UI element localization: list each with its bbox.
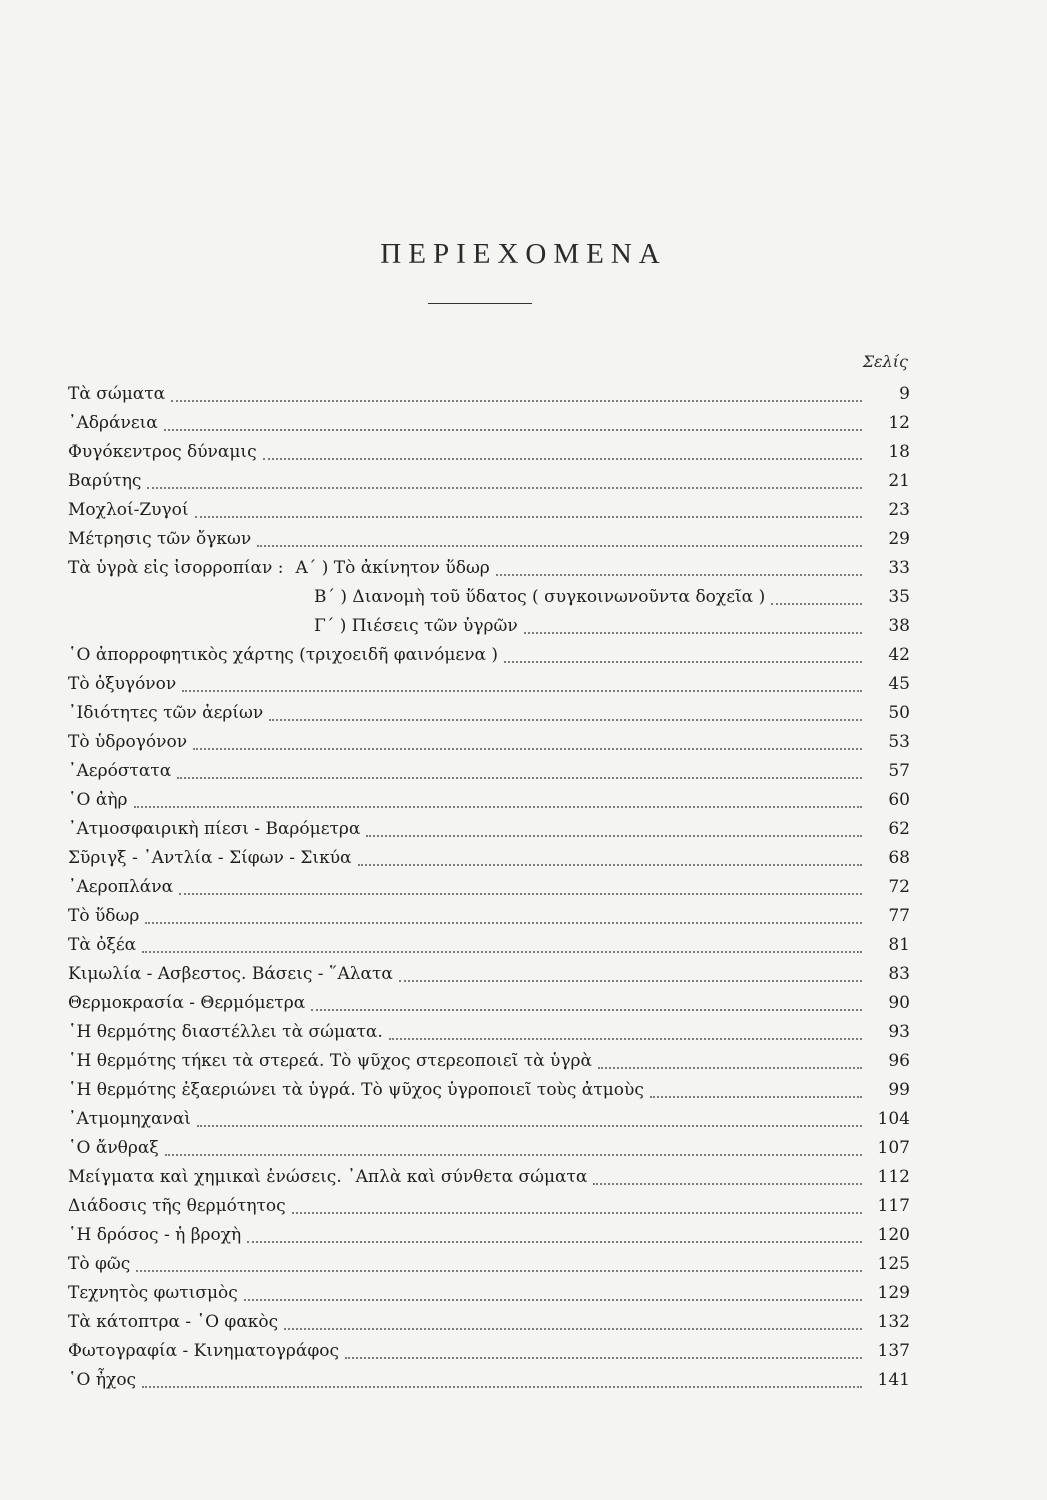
toc-entry-title: Θερμοκρασία - Θερμόμετρα bbox=[68, 993, 306, 1013]
dot-leader bbox=[147, 487, 862, 489]
toc-entry bbox=[68, 409, 910, 438]
dot-leader bbox=[292, 1212, 862, 1214]
dot-leader bbox=[247, 1241, 862, 1243]
toc-entry-prefix: Τὰ ὑγρὰ εἰς ἰσορροπίαν : bbox=[68, 558, 284, 578]
toc-entry bbox=[68, 525, 910, 554]
toc-page-number: 35 bbox=[888, 587, 910, 607]
toc-entry bbox=[68, 554, 910, 583]
toc-entry-text bbox=[68, 380, 870, 409]
toc-entry-text bbox=[68, 757, 870, 786]
toc-entry bbox=[68, 438, 910, 467]
dot-leader bbox=[366, 835, 862, 837]
toc-entry-text bbox=[68, 583, 870, 612]
toc-entry bbox=[68, 641, 910, 670]
toc-entry-title: Μέτρησις τῶν ὄγκων bbox=[68, 529, 252, 549]
toc-entry-title: ᾿Ιδιότητες τῶν ἀερίων bbox=[68, 703, 264, 723]
dot-leader bbox=[269, 719, 862, 721]
toc-entry bbox=[68, 1047, 910, 1076]
toc-page-number: 81 bbox=[888, 935, 910, 955]
toc-entry-title: Μοχλοί-Ζυγοί bbox=[68, 500, 189, 520]
toc-entry-text bbox=[68, 1163, 870, 1192]
toc-entry-text bbox=[68, 902, 870, 931]
toc-entry-title: Βαρύτης bbox=[68, 471, 142, 491]
toc-entry-text bbox=[68, 1134, 870, 1163]
toc-entry-title: Τὸ ὑδρογόνον bbox=[68, 732, 188, 752]
toc-entry-title: ᾿Ατμομηχαναὶ bbox=[68, 1109, 191, 1129]
dot-leader bbox=[263, 458, 862, 460]
toc-entry-text bbox=[68, 496, 870, 525]
toc-entry bbox=[68, 1192, 910, 1221]
toc-entry-text bbox=[68, 1366, 870, 1395]
dot-leader bbox=[358, 864, 862, 866]
toc-page-number: 125 bbox=[877, 1254, 910, 1274]
toc-page-number: 57 bbox=[888, 761, 910, 781]
toc-page-number: 141 bbox=[877, 1370, 910, 1390]
toc-entry bbox=[68, 1221, 910, 1250]
toc-entry-text bbox=[68, 815, 870, 844]
dot-leader bbox=[399, 980, 862, 982]
toc-entry bbox=[68, 786, 910, 815]
toc-entry-title: Α΄ ) Τὸ ἀκίνητον ὕδωρ bbox=[295, 558, 490, 578]
toc-page-number: 62 bbox=[888, 819, 910, 839]
toc-page-number: 33 bbox=[888, 558, 910, 578]
toc-entry bbox=[68, 989, 910, 1018]
toc-entry-title: Σῦριγξ - ᾿Αντλία - Σίφων - Σικύα bbox=[68, 848, 352, 868]
toc-entry-text bbox=[68, 670, 870, 699]
toc-entry bbox=[68, 1366, 910, 1395]
toc-entry-title: Τὸ φῶς bbox=[68, 1254, 131, 1274]
toc-entry-title: ῾Ο ἦχος bbox=[68, 1370, 137, 1390]
toc-page-number: 137 bbox=[877, 1341, 910, 1361]
toc-entry bbox=[68, 1250, 910, 1279]
toc-entry bbox=[68, 873, 910, 902]
toc-entry-title: ῾Η θερμότης ἐξαεριώνει τὰ ὑγρά. Τὸ ψῦχος ὑγροποιεῖ τοὺς ἀτμοὺς bbox=[68, 1080, 644, 1100]
toc-entry-text bbox=[68, 699, 870, 728]
toc-entry bbox=[68, 844, 910, 873]
toc-entry-text bbox=[68, 467, 870, 496]
toc-page-number: 117 bbox=[877, 1196, 910, 1216]
toc-entry bbox=[68, 1018, 910, 1047]
toc-page-number: 96 bbox=[888, 1051, 910, 1071]
dot-leader bbox=[195, 516, 862, 518]
dot-leader bbox=[311, 1009, 862, 1011]
toc-entry bbox=[68, 1279, 910, 1308]
toc-page-number: 90 bbox=[888, 993, 910, 1013]
toc-entry-text bbox=[68, 931, 870, 960]
dot-leader bbox=[193, 748, 862, 750]
toc-entry bbox=[68, 728, 910, 757]
toc-entry-text bbox=[68, 844, 870, 873]
toc-page-number: 53 bbox=[888, 732, 910, 752]
toc-entry-title: Τὸ ὕδωρ bbox=[68, 906, 140, 926]
toc-entry-title: Κιμωλία - Ασβεστος. Βάσεις - ῞Αλατα bbox=[68, 964, 393, 984]
toc-entry bbox=[68, 612, 910, 641]
toc-page-number: 132 bbox=[877, 1312, 910, 1332]
dot-leader bbox=[136, 1270, 862, 1272]
toc-page-number: 72 bbox=[888, 877, 910, 897]
dot-leader bbox=[177, 777, 862, 779]
toc-entry bbox=[68, 1163, 910, 1192]
toc-entry-text bbox=[68, 1250, 870, 1279]
toc-entry-title: ῾Ο ἀὴρ bbox=[68, 790, 128, 810]
toc-page-number: 38 bbox=[888, 616, 910, 636]
dot-leader bbox=[593, 1183, 862, 1185]
dot-leader bbox=[244, 1299, 862, 1301]
toc-entry bbox=[68, 496, 910, 525]
toc-page-number: 107 bbox=[877, 1138, 910, 1158]
toc-entry-title: ᾿Αδράνεια bbox=[68, 413, 158, 433]
toc-entry-text bbox=[68, 409, 870, 438]
toc-entry bbox=[68, 1076, 910, 1105]
toc-page-number: 21 bbox=[888, 471, 910, 491]
dot-leader bbox=[598, 1067, 862, 1069]
dot-leader bbox=[650, 1096, 862, 1098]
toc-entry-title: Φυγόκεντρος δύναμις bbox=[68, 442, 257, 462]
toc-page-number: 120 bbox=[877, 1225, 910, 1245]
toc-entry-text bbox=[68, 1279, 870, 1308]
toc-entry-text bbox=[68, 1047, 870, 1076]
toc-entry-title: ῾Η θερμότης τήκει τὰ στερεά. Τὸ ψῦχος στερεοποιεῖ τὰ ὑγρὰ bbox=[68, 1051, 593, 1071]
toc-entry-title: Β΄ ) Διανομὴ τοῦ ὕδατος ( συγκοινωνοῦντα δοχεῖα ) bbox=[314, 587, 766, 607]
dot-leader bbox=[524, 632, 862, 634]
toc-entry-title: Φωτογραφία - Κινηματογράφος bbox=[68, 1341, 340, 1361]
toc-page-number: 45 bbox=[888, 674, 910, 694]
dot-leader bbox=[171, 400, 862, 402]
dot-leader bbox=[164, 429, 862, 431]
toc-entry bbox=[68, 1105, 910, 1134]
toc-page-number: 83 bbox=[888, 964, 910, 984]
dot-leader bbox=[179, 893, 862, 895]
toc-entry bbox=[68, 699, 910, 728]
toc-entry bbox=[68, 902, 910, 931]
dot-leader bbox=[771, 603, 862, 605]
toc-entry-text bbox=[68, 873, 870, 902]
toc-entry bbox=[68, 1134, 910, 1163]
toc-page-number: 23 bbox=[888, 500, 910, 520]
toc-entry-text bbox=[68, 786, 870, 815]
toc-list bbox=[68, 380, 910, 1395]
toc-entry-text bbox=[68, 1192, 870, 1221]
toc-page-number: 129 bbox=[877, 1283, 910, 1303]
toc-entry-title: Τὸ ὀξυγόνον bbox=[68, 674, 177, 694]
toc-page-number: 29 bbox=[888, 529, 910, 549]
toc-page-number: 99 bbox=[888, 1080, 910, 1100]
toc-entry bbox=[68, 467, 910, 496]
dot-leader bbox=[345, 1357, 862, 1359]
dot-leader bbox=[257, 545, 862, 547]
toc-page-number: 112 bbox=[877, 1167, 910, 1187]
toc-entry bbox=[68, 670, 910, 699]
toc-entry bbox=[68, 757, 910, 786]
toc-entry-title: Τὰ κάτοπτρα - ῾Ο φακὸς bbox=[68, 1312, 279, 1332]
toc-page-number: 77 bbox=[888, 906, 910, 926]
toc-page-number: 93 bbox=[888, 1022, 910, 1042]
toc-entry-text bbox=[68, 1337, 870, 1366]
dot-leader bbox=[389, 1038, 862, 1040]
toc-entry bbox=[68, 815, 910, 844]
toc-entry bbox=[68, 1337, 910, 1366]
dot-leader bbox=[142, 951, 862, 953]
toc-entry-title: Γ΄ ) Πιέσεις τῶν ὑγρῶν bbox=[314, 616, 518, 636]
toc-entry bbox=[68, 380, 910, 409]
toc-entry-text bbox=[68, 525, 870, 554]
dot-leader bbox=[284, 1328, 862, 1330]
toc-entry-text bbox=[68, 1308, 870, 1337]
toc-entry bbox=[68, 1308, 910, 1337]
dot-leader bbox=[496, 574, 862, 576]
dot-leader bbox=[134, 806, 863, 808]
toc-entry-text bbox=[68, 989, 870, 1018]
toc-entry-title: ῾Η θερμότης διαστέλλει τὰ σώματα. bbox=[68, 1022, 383, 1042]
toc-entry-title: Τεχνητὸς φωτισμὸς bbox=[68, 1283, 238, 1303]
dot-leader bbox=[142, 1386, 862, 1388]
toc-page-number: 60 bbox=[888, 790, 910, 810]
toc-entry-text bbox=[68, 1221, 870, 1250]
toc-entry bbox=[68, 960, 910, 989]
dot-leader bbox=[165, 1154, 862, 1156]
toc-entry-title: Διάδοσις τῆς θερμότητος bbox=[68, 1196, 286, 1216]
toc-page-number: 12 bbox=[888, 413, 910, 433]
toc-entry-title: ῾Η δρόσος - ἡ βροχὴ bbox=[68, 1225, 242, 1245]
toc-page-number: 18 bbox=[888, 442, 910, 462]
dot-leader bbox=[145, 922, 862, 924]
title-rule bbox=[428, 303, 532, 304]
toc-entry-text bbox=[68, 728, 870, 757]
toc-entry-text bbox=[68, 438, 870, 467]
toc-page-number: 104 bbox=[877, 1109, 910, 1129]
toc-entry bbox=[68, 583, 910, 612]
toc-entry-text bbox=[68, 960, 870, 989]
toc-page-number: 9 bbox=[899, 384, 910, 404]
page-title: ΠΕΡΙΕΧΟΜΕΝΑ bbox=[380, 238, 667, 270]
toc-entry bbox=[68, 931, 910, 960]
toc-page-number: 68 bbox=[888, 848, 910, 868]
toc-entry-title: ᾿Αερόστατα bbox=[68, 761, 172, 781]
toc-page-number: 42 bbox=[888, 645, 910, 665]
toc-entry-text bbox=[68, 554, 870, 583]
toc-page-number: 50 bbox=[888, 703, 910, 723]
toc-entry-text bbox=[68, 1105, 870, 1134]
toc-entry-title: ῾Ο ἄνθραξ bbox=[68, 1138, 159, 1158]
toc-entry-title: Μείγματα καὶ χημικαὶ ἑνώσεις. ᾿Απλὰ καὶ σύνθετα σώματα bbox=[68, 1167, 588, 1187]
page-column-header: Σελίς bbox=[862, 352, 908, 371]
toc-entry-title: Τὰ σώματα bbox=[68, 384, 166, 404]
dot-leader bbox=[197, 1125, 862, 1127]
toc-entry-text bbox=[68, 1076, 870, 1105]
toc-entry-title: ῾Ο ἀπορροφητικὸς χάρτης (τριχοειδῆ φαινόμενα ) bbox=[68, 645, 499, 665]
toc-entry-title: ᾿Αεροπλάνα bbox=[68, 877, 174, 897]
toc-entry-text bbox=[68, 612, 870, 641]
toc-entry-text bbox=[68, 641, 870, 670]
dot-leader bbox=[182, 690, 862, 692]
dot-leader bbox=[504, 661, 862, 663]
toc-entry-text bbox=[68, 1018, 870, 1047]
toc-entry-title: ᾿Ατμοσφαιρικὴ πίεσι - Βαρόμετρα bbox=[68, 819, 361, 839]
toc-entry-title: Τὰ ὀξέα bbox=[68, 935, 137, 955]
